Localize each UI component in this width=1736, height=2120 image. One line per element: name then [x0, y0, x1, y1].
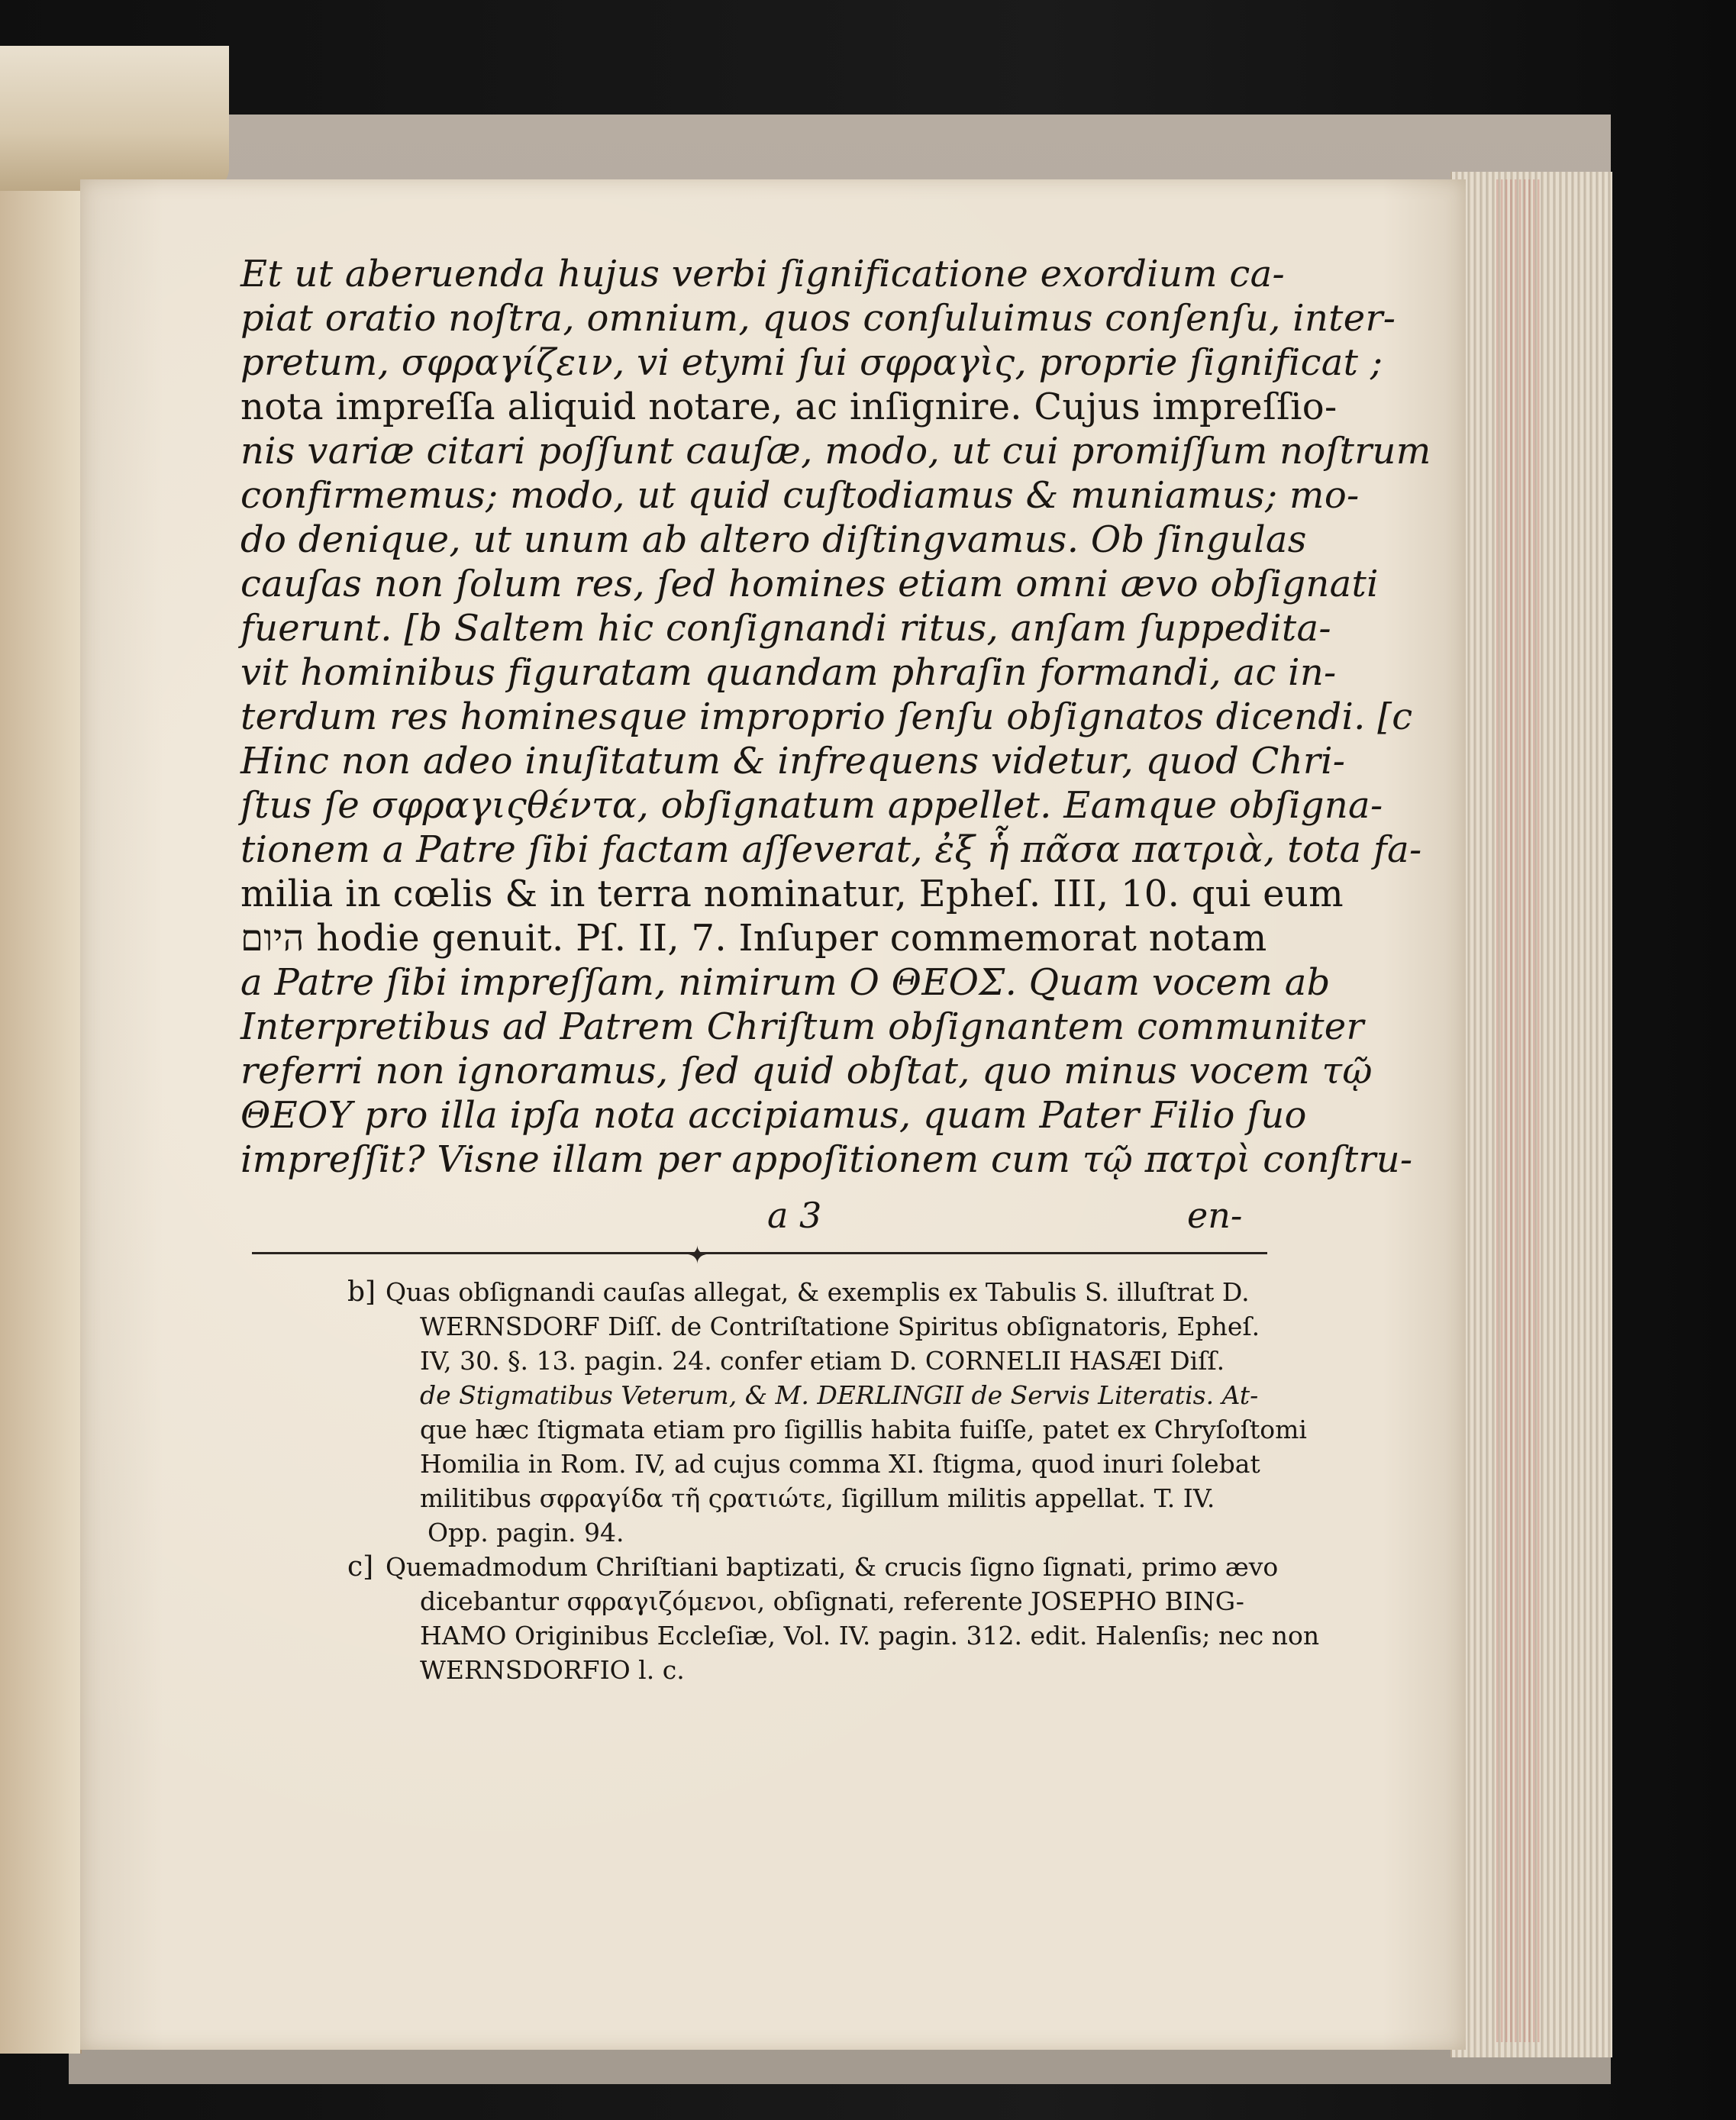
- opposite-page-edges: [0, 46, 229, 191]
- body-line: piat oratio noſtra, omnium, quos conſuluimus conſenſu, inter-: [240, 297, 1396, 340]
- footnote-line: WERNSDORFIO l. c.: [420, 1655, 685, 1685]
- body-line: referri non ignoramus, ſed quid obſtat, quo minus vocem τῷ: [240, 1050, 1373, 1092]
- body-line: cauſas non ſolum res, ſed homines etiam omni ævo obſignati: [240, 563, 1379, 605]
- footnote-line: Quas obſignandi cauſas allegat, & exemplis ex Tabulis S. illuſtrat D.: [386, 1277, 1250, 1307]
- body-line: היום hodie genuit. Pſ. II, 7. Inſuper commemorat notam: [240, 917, 1267, 960]
- signature-mark: a 3: [767, 1195, 822, 1236]
- footnote-line: IV, 30. §. 13. pagin. 24. confer etiam D. CORNELII HASÆI Diſſ.: [420, 1346, 1225, 1376]
- body-line: pretum, σφραγίζειν, vi etymi ſui σφραγὶς, proprie ſignificat ;: [240, 341, 1383, 384]
- body-line: Interpretibus ad Patrem Chriſtum obſignantem communiter: [240, 1005, 1364, 1048]
- footnote-line: que hæc ſtigmata etiam pro ſigillis habita fuiſſe, patet ex Chryſoſtomi: [420, 1415, 1307, 1444]
- body-line: Hinc non adeo inuſitatum & infrequens videtur, quod Chri-: [240, 740, 1346, 782]
- body-line: confirmemus; modo, ut quid cuſtodiamus & muniamus; mo-: [240, 474, 1360, 517]
- footnote-line: dicebantur σφραγιζόμενοι, obſignati, referente JOSEPHO BING-: [420, 1586, 1244, 1616]
- body-line: vit hominibus figuratam quandam phraſin formandi, ac in-: [240, 651, 1337, 694]
- footnote-line: WERNSDORF Diſſ. de Contriſtatione Spiritus obſignatoris, Epheſ.: [420, 1312, 1260, 1341]
- body-line: tionem a Patre ſibi factam aſſeverat, ἐξ ἧ πᾶσα πατριὰ, tota fa-: [240, 828, 1422, 871]
- footnote-mark: b]: [347, 1276, 376, 1308]
- body-line: nis variæ citari poſſunt cauſæ, modo, ut cui promiſſum noſtrum: [240, 430, 1431, 473]
- footnote-line: Opp. pagin. 94.: [428, 1518, 624, 1547]
- red-sprinkled-edges: [1496, 179, 1542, 2042]
- footnote-line: HAMO Originibus Eccleſiæ, Vol. IV. pagin. 312. edit. Halenſis; nec non: [420, 1621, 1320, 1651]
- body-line: ΘΕΟΥ pro illa ipſa nota accipiamus, quam Pater Filio ſuo: [240, 1094, 1307, 1137]
- body-line: impreſſit? Visne illam per appoſitionem cum τῷ πατρὶ conſtru-: [240, 1138, 1413, 1181]
- footnote-rule: [252, 1252, 1267, 1259]
- body-line: ſtus ſe σφραγιςθέντα, obſignatum appellet. Eamque obſigna-: [240, 784, 1383, 827]
- rule-ornament-icon: ✦: [687, 1241, 708, 1270]
- left-page-gutter: [0, 191, 82, 2054]
- footnote-line: de Stigmatibus Veterum, & M. DERLINGII de Servis Literatis. At-: [420, 1380, 1259, 1410]
- footnote-line: Quemadmodum Chriſtiani baptizati, & crucis ſigno ſignati, primo ævo: [386, 1552, 1279, 1582]
- body-line: terdum res hominesque improprio ſenſu obſignatos dicendi. [c: [240, 695, 1413, 738]
- catchword: en-: [1187, 1195, 1243, 1236]
- footnote-mark: c]: [347, 1551, 374, 1583]
- body-line: Et ut aberuenda hujus verbi ſignificatione exordium ca-: [240, 253, 1286, 295]
- footnote-line: Homilia in Rom. IV, ad cujus comma XI. ſtigma, quod inuri ſolebat: [420, 1449, 1260, 1479]
- body-line: milia in cœlis & in terra nominatur, Epheſ. III, 10. qui eum: [240, 873, 1344, 915]
- footnote-line: militibus σφραγίδα τῆ ςρατιώτε, ſigillum militis appellat. T. IV.: [420, 1483, 1215, 1513]
- body-line: fuerunt. [b Saltem hic conſignandi ritus, anſam ſuppedita-: [240, 607, 1331, 650]
- body-line: a Patre ſibi impreſſam, nimirum Ο ΘΕΟΣ. Quam vocem ab: [240, 961, 1331, 1004]
- body-line: nota impreſſa aliquid notare, ac inſignire. Cujus impreſſio-: [240, 386, 1337, 428]
- body-line: do denique, ut unum ab altero diſtingvamus. Ob ſingulas: [240, 518, 1307, 561]
